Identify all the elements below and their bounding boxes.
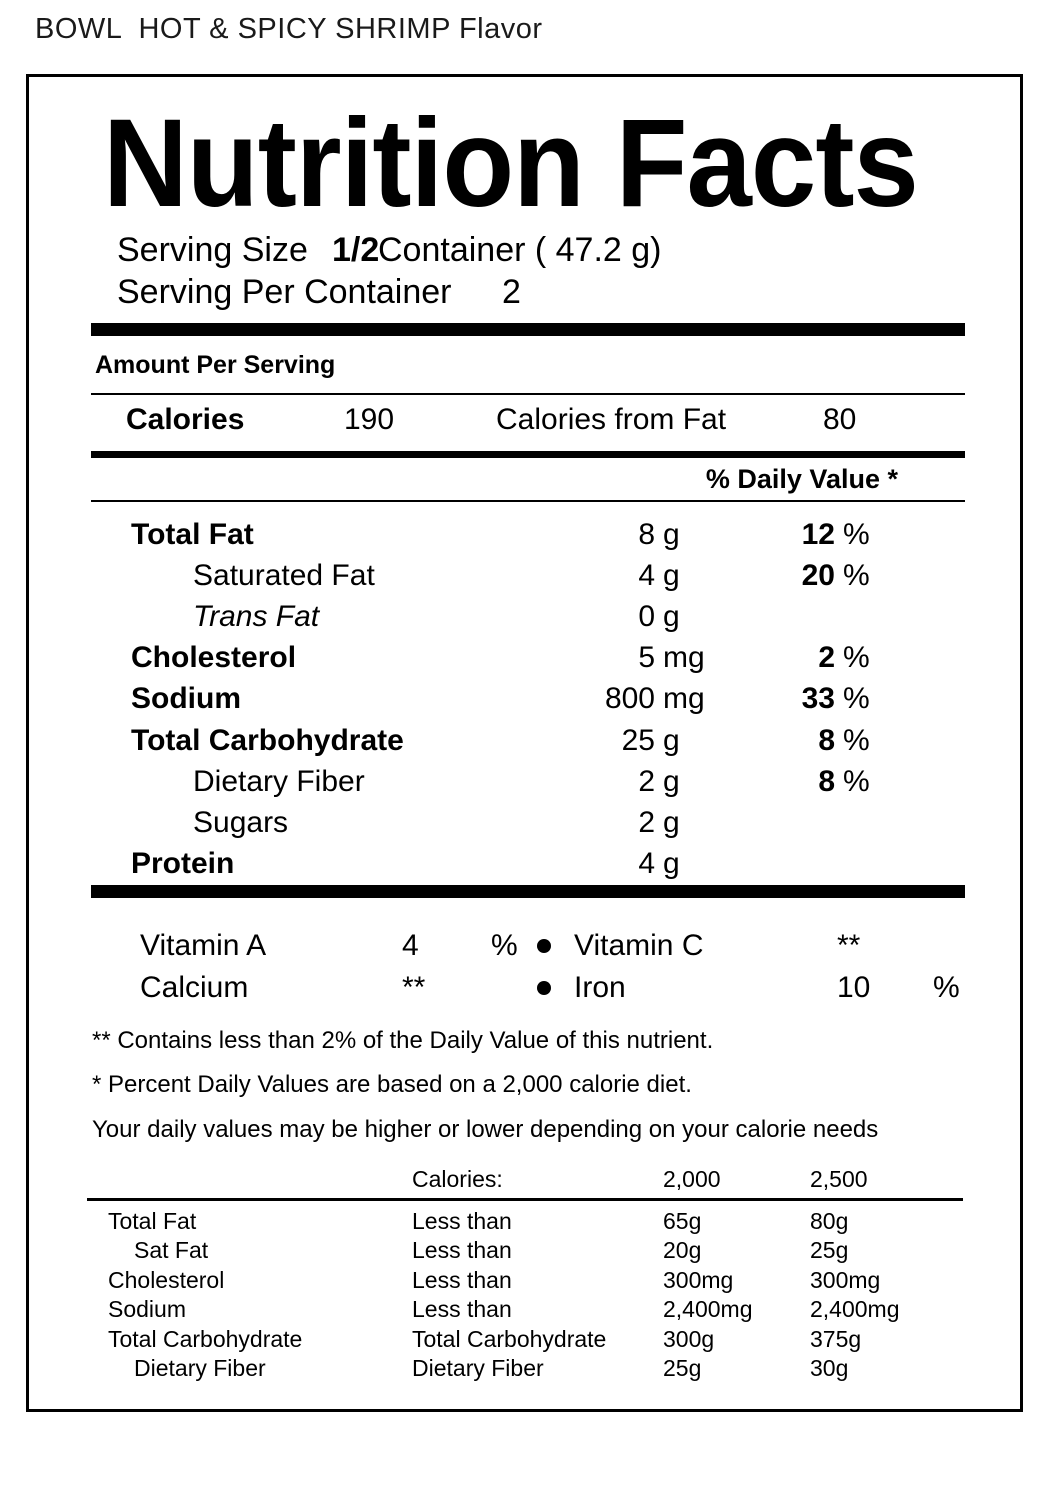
vitamin-label: Vitamin C bbox=[574, 929, 704, 962]
dv-table-row-cholesterol bbox=[108, 1268, 994, 1296]
nutrient-unit: g bbox=[663, 806, 680, 839]
dv-table-header-2000: 2,000 bbox=[663, 1166, 721, 1192]
vitamin-value: ** bbox=[402, 971, 426, 1004]
nutrient-row-total-carbohydrate bbox=[131, 725, 987, 765]
footnote-contains: ** Contains less than 2% of the Daily Value of this nutrient. bbox=[92, 1027, 714, 1054]
nutrient-amount: 4 bbox=[638, 847, 655, 880]
bullet-icon bbox=[537, 939, 551, 953]
nutrient-row-total-fat bbox=[131, 519, 987, 559]
medium-divider bbox=[91, 451, 965, 458]
dv-table-cell: Sat Fat bbox=[134, 1237, 209, 1263]
amount-per-serving-label: Amount Per Serving bbox=[95, 351, 336, 379]
nutrient-dv: 8 bbox=[818, 765, 835, 798]
dv-table-cell: 300mg bbox=[810, 1267, 881, 1293]
vitamin-label: Vitamin A bbox=[140, 929, 267, 962]
dv-table-cell: Less than bbox=[412, 1237, 512, 1263]
nutrient-dv-pct: % bbox=[843, 682, 870, 715]
servings-per-container-line bbox=[117, 275, 997, 315]
footnote-percent-dv: * Percent Daily Values are based on a 2,000 calorie diet. bbox=[92, 1071, 692, 1098]
vitamin-row-1 bbox=[140, 930, 1000, 970]
dv-table-cell: Sodium bbox=[108, 1296, 186, 1322]
nutrient-dv-pct: % bbox=[843, 724, 870, 757]
nutrient-dv-pct: % bbox=[843, 765, 870, 798]
dv-table-cell: 2,400mg bbox=[663, 1296, 753, 1322]
serving-size-label: Serving Size bbox=[117, 231, 308, 269]
vitamin-label: Calcium bbox=[140, 971, 249, 1004]
nutrient-amount: 8 bbox=[638, 518, 655, 551]
calories-value: 190 bbox=[344, 403, 395, 436]
dv-table-cell: 80g bbox=[810, 1208, 849, 1234]
nutrient-row-protein bbox=[131, 848, 987, 888]
dv-table-row-sat-fat bbox=[108, 1238, 994, 1266]
nutrient-row-saturated-fat bbox=[131, 560, 987, 600]
dv-table-cell: 25g bbox=[663, 1355, 702, 1381]
page-title: BOWL HOT & SPICY SHRIMP Flavor bbox=[35, 13, 543, 45]
nutrient-amount: 5 bbox=[638, 641, 655, 674]
dv-table-cell: 300mg bbox=[663, 1267, 734, 1293]
nutrient-row-dietary-fiber bbox=[131, 766, 987, 806]
nutrient-dv-pct: % bbox=[843, 518, 870, 551]
dv-table-cell: 30g bbox=[810, 1355, 849, 1381]
serving-size-rest: Container ( 47.2 g) bbox=[378, 231, 662, 269]
nutrient-name: Sugars bbox=[193, 806, 289, 839]
nutrient-name: Protein bbox=[131, 847, 235, 880]
dv-table-cell: 300g bbox=[663, 1326, 715, 1352]
dv-table-row-total-carbohydrate bbox=[108, 1327, 994, 1355]
dv-table-row-sodium bbox=[108, 1297, 994, 1325]
daily-value-header: % Daily Value * bbox=[705, 464, 898, 494]
nutrient-dv-pct: % bbox=[843, 559, 870, 592]
dv-table-row-dietary-fiber bbox=[108, 1356, 994, 1384]
dv-table-cell: Total Carbohydrate bbox=[108, 1326, 303, 1352]
nutrient-dv-pct: % bbox=[843, 641, 870, 674]
dv-table-cell: Less than bbox=[412, 1267, 512, 1293]
label-title: Nutrition Facts bbox=[103, 94, 918, 233]
nutrient-row-sugars bbox=[131, 807, 987, 847]
vitamin-value: 10 bbox=[837, 971, 871, 1004]
footnote-daily-values: Your daily values may be higher or lower depending on your calorie needs bbox=[92, 1116, 879, 1143]
nutrient-name: Sodium bbox=[131, 682, 241, 715]
dv-table-divider bbox=[87, 1198, 963, 1201]
nutrient-amount: 2 bbox=[638, 806, 655, 839]
nutrient-amount: 0 bbox=[638, 600, 655, 633]
nutrient-unit: mg bbox=[663, 641, 705, 674]
nutrient-name: Cholesterol bbox=[131, 641, 297, 674]
dv-table-cell: 20g bbox=[663, 1237, 702, 1263]
nutrient-dv: 33 bbox=[801, 682, 835, 715]
vitamin-row-2 bbox=[140, 972, 1000, 1012]
calories-from-fat-label: Calories from Fat bbox=[496, 403, 727, 436]
nutrient-amount: 2 bbox=[638, 765, 655, 798]
dv-table-cell: Dietary Fiber bbox=[412, 1355, 544, 1381]
serving-size-value: 1/2 bbox=[332, 231, 380, 269]
vitamin-label: Iron bbox=[574, 971, 626, 1004]
calories-label: Calories bbox=[126, 403, 245, 436]
nutrient-dv: 20 bbox=[801, 559, 835, 592]
nutrient-name: Trans Fat bbox=[193, 600, 320, 633]
vitamin-value: 4 bbox=[402, 929, 419, 962]
serving-size-line bbox=[117, 233, 997, 273]
nutrient-dv: 8 bbox=[818, 724, 835, 757]
vitamin-pct: % bbox=[491, 929, 518, 962]
servings-value: 2 bbox=[502, 273, 521, 311]
thin-divider-1 bbox=[91, 393, 965, 395]
nutrient-unit: g bbox=[663, 600, 680, 633]
nutrient-name: Total Carbohydrate bbox=[131, 724, 404, 757]
thick-divider-bottom bbox=[91, 885, 965, 898]
servings-label: Serving Per Container bbox=[117, 273, 452, 311]
dv-table-cell: Less than bbox=[412, 1208, 512, 1234]
nutrient-amount: 4 bbox=[638, 559, 655, 592]
dv-table-header-2500: 2,500 bbox=[810, 1166, 868, 1192]
dv-table-cell: Cholesterol bbox=[108, 1267, 225, 1293]
nutrient-name: Dietary Fiber bbox=[193, 765, 365, 798]
nutrient-dv: 2 bbox=[818, 641, 835, 674]
nutrient-dv: 12 bbox=[801, 518, 835, 551]
nutrition-facts-label bbox=[26, 74, 1023, 1412]
vitamin-value: ** bbox=[837, 929, 861, 962]
nutrient-unit: mg bbox=[663, 682, 705, 715]
thick-divider-top bbox=[91, 323, 965, 336]
thin-divider-2 bbox=[91, 500, 965, 502]
dv-table-cell: Total Fat bbox=[108, 1208, 197, 1234]
nutrient-unit: g bbox=[663, 559, 680, 592]
dv-table-cell: 2,400mg bbox=[810, 1296, 900, 1322]
vitamin-pct: % bbox=[933, 971, 960, 1004]
nutrient-amount: 800 bbox=[604, 682, 655, 715]
dv-table-header-row bbox=[108, 1167, 994, 1195]
bullet-icon bbox=[537, 981, 551, 995]
nutrient-name: Total Fat bbox=[131, 518, 254, 551]
nutrient-row-trans-fat bbox=[131, 601, 987, 641]
nutrient-unit: g bbox=[663, 518, 680, 551]
nutrient-unit: g bbox=[663, 847, 680, 880]
nutrient-unit: g bbox=[663, 724, 680, 757]
dv-table-row-total-fat bbox=[108, 1209, 994, 1237]
dv-table-cell: Total Carbohydrate bbox=[412, 1326, 607, 1352]
dv-table-cell: 375g bbox=[810, 1326, 862, 1352]
nutrient-unit: g bbox=[663, 765, 680, 798]
dv-table-cell: Dietary Fiber bbox=[134, 1355, 266, 1381]
nutrient-row-sodium bbox=[131, 683, 987, 723]
nutrient-row-cholesterol bbox=[131, 642, 987, 682]
dv-table-header-calories: Calories: bbox=[412, 1166, 503, 1192]
calories-row bbox=[126, 404, 994, 440]
nutrient-amount: 25 bbox=[621, 724, 655, 757]
calories-from-fat-value: 80 bbox=[823, 403, 857, 436]
dv-table-cell: 25g bbox=[810, 1237, 849, 1263]
nutrient-name: Saturated Fat bbox=[193, 559, 375, 592]
dv-table-cell: Less than bbox=[412, 1296, 512, 1322]
dv-table-cell: 65g bbox=[663, 1208, 702, 1234]
